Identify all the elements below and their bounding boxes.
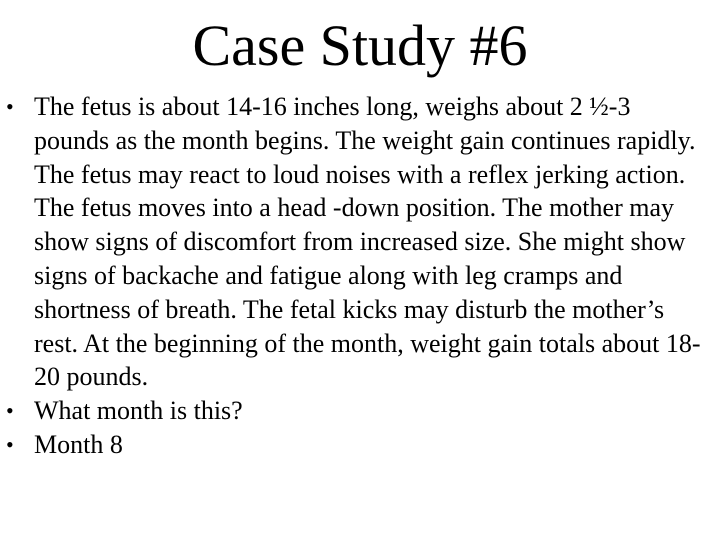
bullet-icon: • [6,94,14,119]
bullet-text: The fetus is about 14-16 inches long, weighs about 2 ½-3 pounds as the month begins. The weight gain continues rapidly. The fetus may react to loud noises with a reflex jerking action. The fetus moves into a head -down position. The mother may show signs of discomfort from increased size. She might show signs of backache and fatigue along with leg cramps and shortness of breath. The fetal kicks may disturb the mother’s rest. At the beginning of the month, weight gain totals about 18-20 pounds. [34,92,701,392]
bullet-item-question [0,394,720,428]
bullet-text: What month is this? [34,396,243,426]
bullet-icon: • [6,431,14,457]
bullet-icon: • [6,398,14,424]
bullet-list [0,90,720,462]
bullet-item-answer [0,428,720,462]
slide-title: Case Study #6 [192,13,528,78]
bullet-item-description [0,90,720,394]
bullet-text: Month 8 [34,429,123,459]
